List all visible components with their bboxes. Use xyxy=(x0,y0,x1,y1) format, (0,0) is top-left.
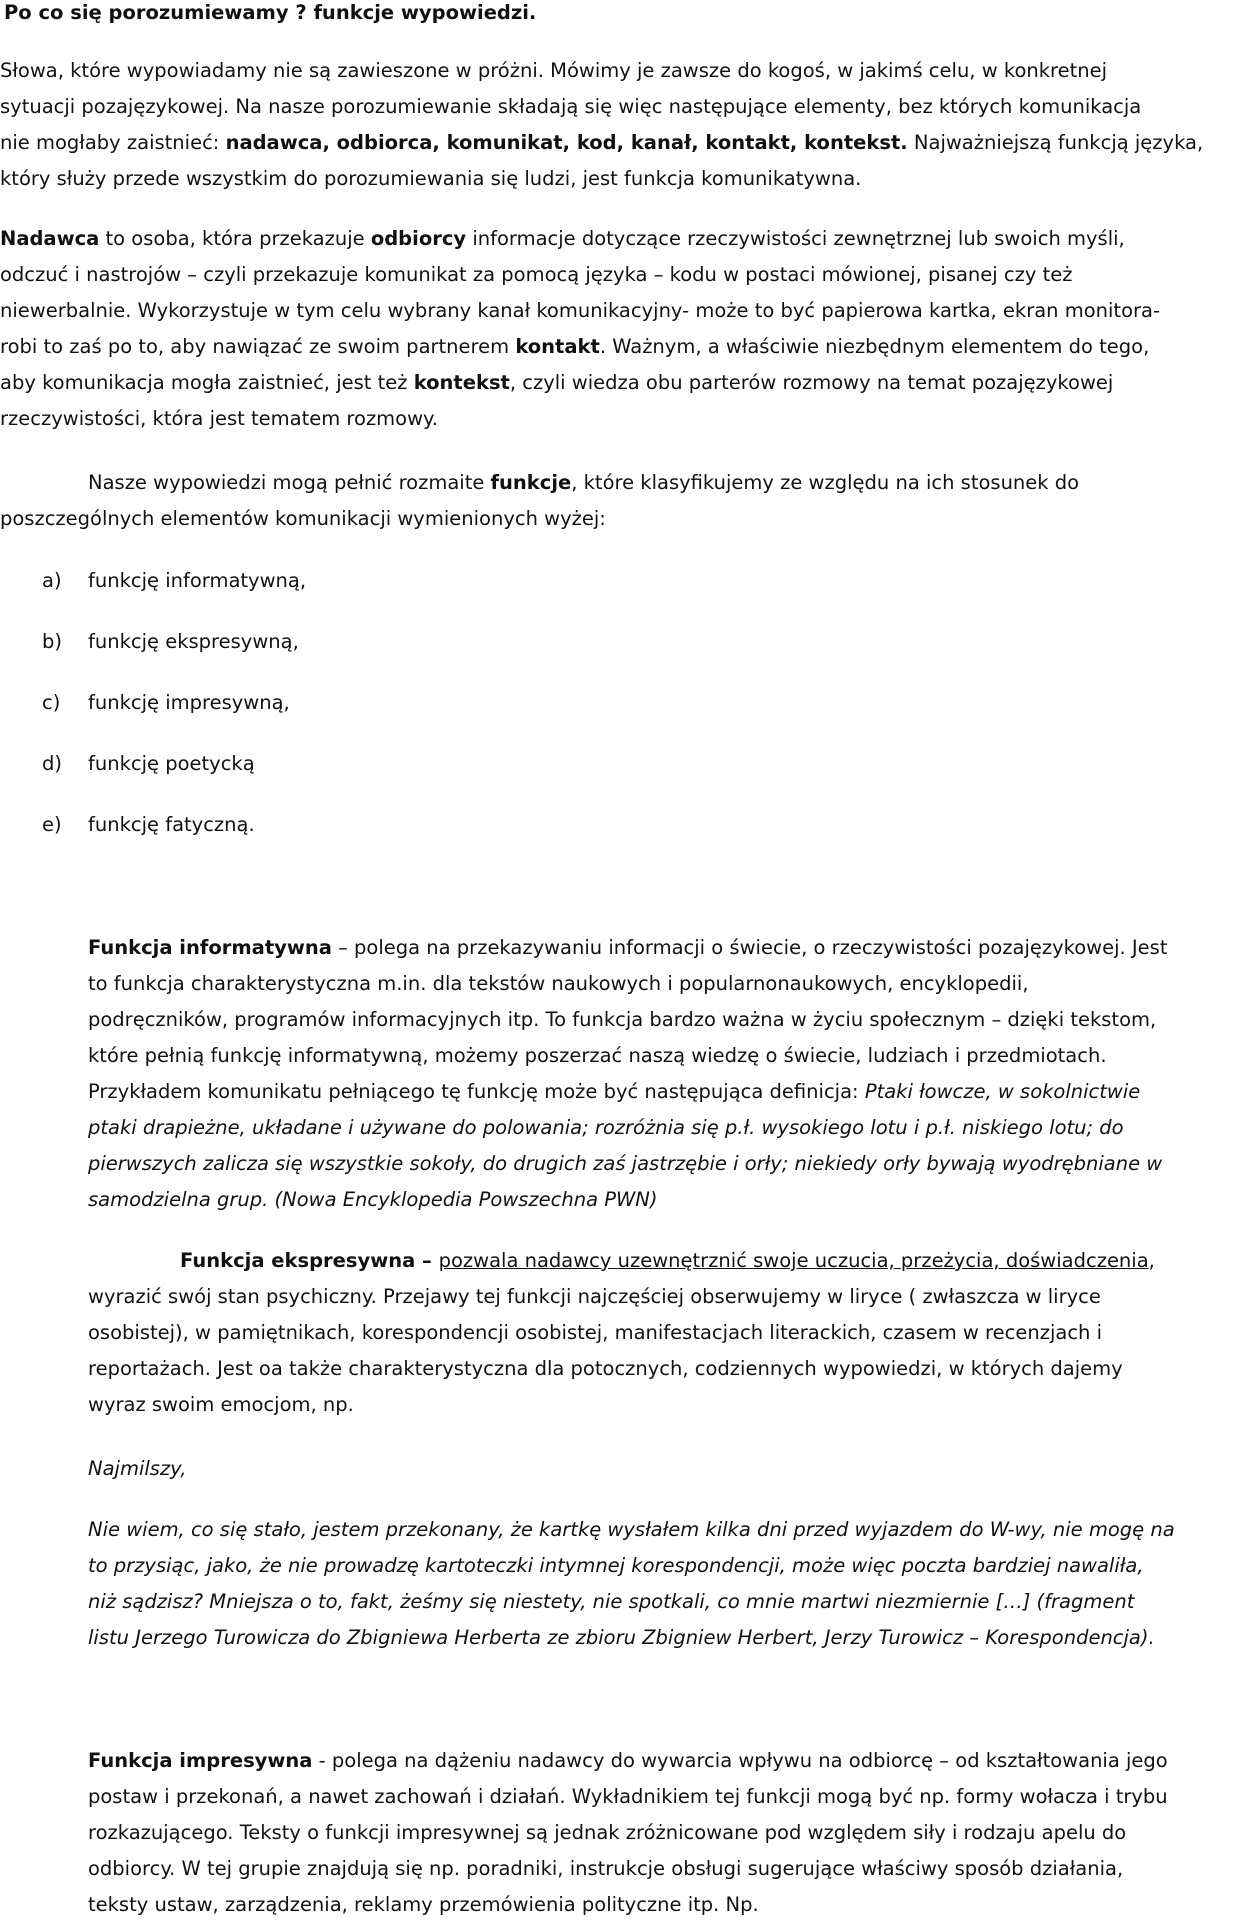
list-marker: c) xyxy=(42,691,61,714)
text-run: Przykładem komunikatu pełniącego tę funkcję może być następująca definicja: xyxy=(88,1080,865,1103)
list-marker: e) xyxy=(42,813,62,836)
list-item xyxy=(42,751,255,777)
definition-quote-line: ptaki drapieżne, układane i używane do polowania; rozróżnia się p.ł. wysokiego lotu i p.ł. niskiego lotu; do xyxy=(88,1116,1124,1139)
text-run: nie mogłaby zaistnieć: xyxy=(0,131,226,154)
list-marker: a) xyxy=(42,569,62,592)
definition-quote-line: samodzielna grup. (Nowa Encyklopedia Powszechna PWN) xyxy=(88,1188,658,1211)
nadawca-line xyxy=(0,226,1125,252)
text-run: - polega na dążeniu nadawcy do wywarcia wpływu na odbiorcę – od kształtowania jego xyxy=(312,1749,1168,1772)
list-item xyxy=(42,812,255,838)
elements-list-bold: nadawca, odbiorca, komunikat, kod, kanał, kontakt, kontekst. xyxy=(225,131,908,154)
term-funkcje: funkcje xyxy=(490,471,572,494)
list-marker: b) xyxy=(42,630,62,653)
informatywna-line xyxy=(88,1079,1140,1105)
term-kontekst: kontekst xyxy=(413,371,510,394)
nadawca-line xyxy=(0,370,1113,396)
text-run: . Ważnym, a właściwie niezbędnym elementem do tego, xyxy=(599,335,1150,358)
text-run: Nasze wypowiedzi mogą pełnić rozmaite xyxy=(88,471,491,494)
ekspresywna-line: wyrazić swój stan psychiczny. Przejawy tej funkcji najczęściej obserwujemy w liryce ( zwłaszcza w liryce xyxy=(88,1285,1101,1308)
text-run: informacje dotyczące rzeczywistości zewnętrznej lub swoich myśli, xyxy=(466,227,1125,250)
page-title: Po co się porozumiewamy ? funkcje wypowiedzi. xyxy=(4,1,537,24)
informatywna-line: podręczników, programów informacyjnych itp. To funkcja bardzo ważna w życiu społecznym – dzięki tekstom, xyxy=(88,1008,1157,1031)
ekspresywna-line xyxy=(180,1248,1155,1274)
impresywna-line: odbiorcy. W tej grupie znajdują się np. poradniki, instrukcje obsługi sugerujące właściwy sposób działania, xyxy=(88,1857,1124,1880)
nadawca-line xyxy=(0,334,1149,360)
list-text: funkcję fatyczną. xyxy=(88,813,255,836)
intro-line: który służy przede wszystkim do porozumiewania się ludzi, jest funkcja komunikatywna. xyxy=(0,167,862,190)
letter-line: Nie wiem, co się stało, jestem przekonany, że kartkę wysłałem kilka dni przed wyjazdem do W-wy, nie mogę na xyxy=(88,1518,1175,1541)
text-run: aby komunikacja mogła zaistnieć, jest też xyxy=(0,371,414,394)
informatywna-line: to funkcja charakterystyczna m.in. dla tekstów naukowych i popularnonaukowych, encyklopedii, xyxy=(88,972,1029,995)
list-text: funkcję poetycką xyxy=(88,752,255,775)
list-text: funkcję impresywną, xyxy=(88,691,290,714)
term-odbiorca: odbiorcy xyxy=(370,227,467,250)
list-item xyxy=(42,629,299,655)
term-kontakt: kontakt xyxy=(515,335,600,358)
list-item xyxy=(42,690,290,716)
list-marker: d) xyxy=(42,752,62,775)
text-run: , czyli wiedza obu parterów rozmowy na temat pozajęzykowej xyxy=(509,371,1114,394)
funkcje-intro-line xyxy=(88,470,1079,496)
nadawca-line: rzeczywistości, która jest tematem rozmowy. xyxy=(0,407,439,430)
ekspresywna-line: osobistej), w pamiętnikach, korespondencji osobistej, manifestacjach literackich, czasem w recenzjach i xyxy=(88,1321,1103,1344)
impresywna-line: postaw i przekonań, a nawet zachowań i działań. Wykładnikiem tej funkcji mogą być np. formy wołacza i trybu xyxy=(88,1785,1168,1808)
ekspresywna-line: reportażach. Jest oa także charakterystyczna dla potocznych, codziennych wypowiedzi, w których dajemy xyxy=(88,1357,1123,1380)
informatywna-line: które pełnią funkcję informatywną, możemy poszerzać naszą wiedzę o świecie, ludziach i przedmiotach. xyxy=(88,1044,1107,1067)
nadawca-line: odczuć i nastrojów – czyli przekazuje komunikat za pomocą języka – kodu w postaci mówionej, pisanej czy też xyxy=(0,263,1073,286)
heading-informatywna: Funkcja informatywna xyxy=(88,936,332,959)
text-run: , które klasyfikujemy ze względu na ich stosunek do xyxy=(571,471,1080,494)
heading-impresywna: Funkcja impresywna xyxy=(88,1749,313,1772)
intro-line: sytuacji pozajęzykowej. Na nasze porozumiewanie składają się więc następujące elementy, bez których komunikacja xyxy=(0,95,1142,118)
definition-quote-line: pierwszych zalicza się wszystkie sokoły, do drugich zaś jastrzębie i orły; niekiedy orły bywają wyodrębniane w xyxy=(88,1152,1163,1175)
list-text: funkcję ekspresywną, xyxy=(88,630,299,653)
intro-line xyxy=(0,130,1203,156)
list-text: funkcję informatywną, xyxy=(88,569,307,592)
term-nadawca: Nadawca xyxy=(0,227,100,250)
ekspresywna-line: wyraz swoim emocjom, np. xyxy=(88,1393,354,1416)
nadawca-line: niewerbalnie. Wykorzystuje w tym celu wybrany kanał komunikacyjny- może to być papierowa kartka, ekran monitora- xyxy=(0,299,1161,322)
letter-line: niż sądzisz? Mniejsza o to, fakt, żeśmy się niestety, nie spotkali, co mnie martwi niezmiernie […] (fragment xyxy=(88,1590,1135,1613)
heading-ekspresywna: Funkcja ekspresywna – xyxy=(180,1249,439,1272)
impresywna-line xyxy=(88,1748,1168,1774)
text-run: robi to zaś po to, aby nawiązać ze swoim partnerem xyxy=(0,335,516,358)
intro-line: Słowa, które wypowiadamy nie są zawieszone w próżni. Mówimy je zawsze do kogoś, w jakimś celu, w konkretnej xyxy=(0,59,1108,82)
letter-line: listu Jerzego Turowicza do Zbigniewa Herberta ze zbioru Zbigniew Herbert, Jerzy Turowicz – Korespondencja). xyxy=(88,1626,1155,1649)
definition-quote: Ptaki łowcze, w sokolnictwie xyxy=(864,1080,1141,1103)
text-run: , xyxy=(1148,1249,1155,1272)
text-run: Najważniejszą funkcją języka, xyxy=(907,131,1204,154)
letter-greeting: Najmilszy, xyxy=(88,1457,187,1480)
informatywna-line xyxy=(88,935,1167,961)
impresywna-line: rozkazującego. Teksty o funkcji impresywnej są jednak zróżnicowane pod względem siły i rodzaju apelu do xyxy=(88,1821,1127,1844)
list-item xyxy=(42,568,306,594)
text-run: to osoba, która przekazuje xyxy=(99,227,371,250)
letter-line: to przysiąc, jako, że nie prowadzę kartoteczki intymnej korespondencji, może więc poczta bardziej nawaliła, xyxy=(88,1554,1144,1577)
impresywna-line: teksty ustaw, zarządzenia, reklamy przemówienia polityczne itp. Np. xyxy=(88,1893,759,1916)
underlined-definition: pozwala nadawcy uzewnętrznić swoje uczucia, przeżycia, doświadczenia xyxy=(438,1249,1149,1272)
text-run: – polega na przekazywaniu informacji o świecie, o rzeczywistości pozajęzykowej. Jest xyxy=(331,936,1168,959)
funkcje-intro-line: poszczególnych elementów komunikacji wymienionych wyżej: xyxy=(0,507,606,530)
